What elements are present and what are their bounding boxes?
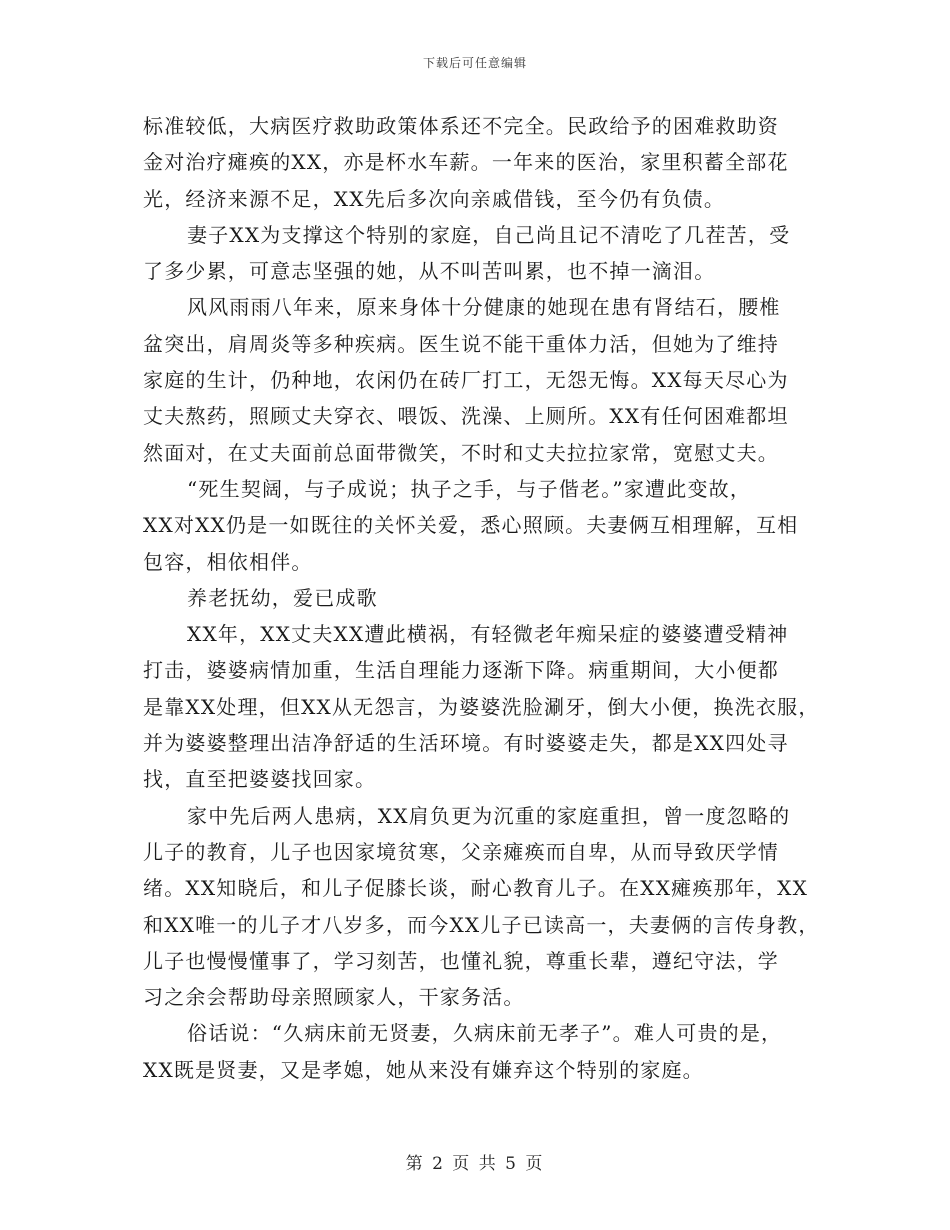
- text-line: 金对治疗瘫痪的XX，亦是杯水车薪。一年来的医治，家里积蓄全部花: [143, 150, 789, 175]
- text-line: 家中先后两人患病，XX肩负更为沉重的家庭重担，曾一度忽略的: [187, 803, 791, 828]
- text-line: 并为婆婆整理出洁净舒适的生活环境。有时婆婆走失，都是XX四处寻: [143, 731, 789, 756]
- text-line: 风风雨雨八年来，原来身体十分健康的她现在患有肾结石，腰椎: [187, 295, 781, 320]
- text-line: 然面对，在丈夫面前总面带微笑，不时和丈夫拉拉家常，宽慰丈夫。: [143, 440, 779, 465]
- text-line: 标准较低，大病医疗救助政策体系还不完全。民政给予的困难救助资: [143, 114, 779, 138]
- text-line: 是靠XX处理，但XX从无怨言，为婆婆洗脸涮牙，倒大小便，换洗衣服，: [143, 694, 820, 719]
- text-line: 习之余会帮助母亲照顾家人，干家务活。: [143, 985, 525, 1010]
- text-line: 儿子的教育，儿子也因家境贫寒，父亲瘫痪而自卑，从而导致厌学情: [143, 839, 779, 864]
- text-line: 找，直至把婆婆找回家。: [143, 767, 377, 792]
- text-line: 丈夫熬药，照顾丈夫穿衣、喂饭、洗澡、上厕所。XX有任何困难都坦: [143, 404, 789, 429]
- text-line: 打击，婆婆病情加重，生活自理能力逐渐下降。病重期间，大小便都: [143, 658, 779, 683]
- text-line: 和XX唯一的儿子才八岁多，而今XX儿子已读高一，夫妻俩的言传身教，: [143, 912, 820, 937]
- text-line: 绪。XX知晓后，和儿子促膝长谈，耐心教育儿子。在XX瘫痪那年，XX: [143, 876, 809, 901]
- text-line: 光，经济来源不足，XX先后多次向亲戚借钱，至今仍有负债。: [143, 186, 726, 211]
- document-body: [143, 108, 820, 1088]
- text-line: XX年，XX丈夫XX遭此横祸，有轻微老年痴呆症的婆婆遭受精神: [187, 622, 789, 647]
- text-line: 养老抚幼，爱已成歌: [187, 585, 378, 610]
- page-header: 下载后可任意编辑: [422, 56, 527, 70]
- text-line: 包容，相依相伴。: [143, 549, 313, 574]
- text-line: XX对XX仍是一如既往的关怀关爱，悉心照顾。夫妻俩互相理解，互相: [143, 513, 799, 538]
- text-line: 了多少累，可意志坚强的她，从不叫苦叫累，也不掉一滴泪。: [143, 259, 716, 284]
- text-line: “死生契阔，与子成说；执子之手，与子偕老。”家遭此变故，: [187, 476, 752, 501]
- text-line: XX既是贤妻，又是孝媳，她从来没有嫌弃这个特别的家庭。: [143, 1057, 704, 1082]
- text-line: 盆突出，肩周炎等多种疾病。医生说不能干重体力活，但她为了维持: [143, 331, 779, 356]
- text-line: 家庭的生计，仍种地，农闲仍在砖厂打工，无怨无悔。XX每天尽心为: [143, 368, 789, 393]
- text-line: 儿子也慢慢懂事了，学习刻苦，也懂礼貌，尊重长辈，遵纪守法，学: [143, 948, 779, 973]
- page-footer: 第 2 页 共 5 页: [405, 1154, 545, 1174]
- text-line: 妻子XX为支撑这个特别的家庭，自己尚且记不清吃了几茬苦，受: [187, 222, 791, 247]
- text-line: 俗话说：“久病床前无贤妻，久病床前无孝子”。难人可贵的是，: [187, 1021, 783, 1046]
